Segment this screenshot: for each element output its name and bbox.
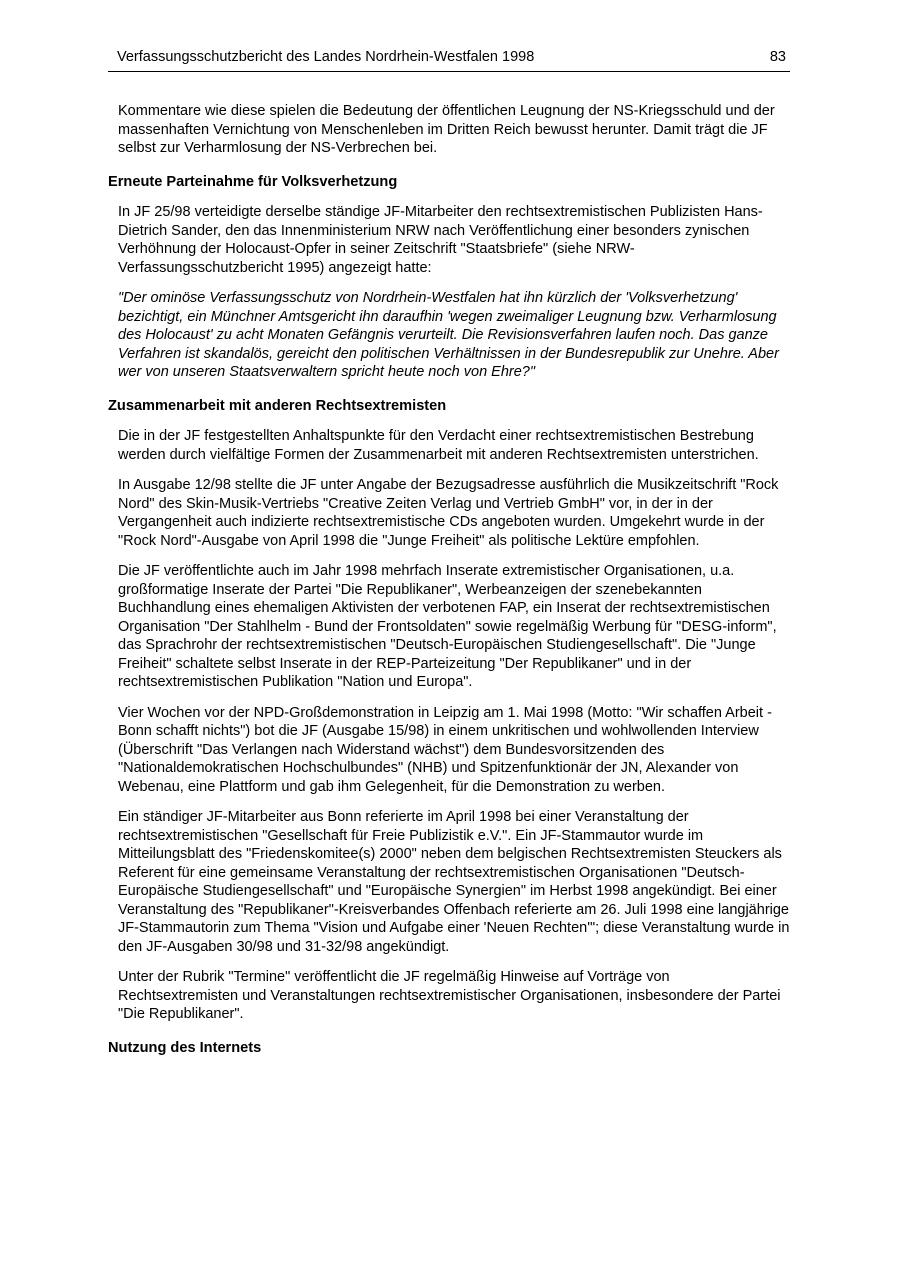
page-number: 83	[769, 49, 786, 65]
paragraph-anhaltspunkte: Die in der JF festgestellten Anhaltspunkte für den Verdacht einer rechtsextremistischen Bestrebung werden durch vielfältige Formen der Zusammenarbeit mit anderen Rechtsextremisten unterstrichen.	[118, 428, 759, 463]
paragraph-jf-25-98: In JF 25/98 verteidigte derselbe ständige JF-Mitarbeiter den rechtsextremistischen Publizisten Hans-Dietrich Sander, den das Innenministerium NRW nach Veröffentlichung einer besonders zynischen Verhöhnung der Holocaust-Opfer in seiner Zeitschrift "Staatsbriefe" (siehe NRW-Verfassungsschutzbericht 1995) angezeigt hatte:	[118, 204, 763, 276]
paragraph-rock-nord: In Ausgabe 12/98 stellte die JF unter Angabe der Bezugsadresse ausführlich die Musikzeitschrift "Rock Nord" des Skin-Musik-Vertriebs "Creative Zeiten Verlag und Vertrieb GmbH" vor, in der in der Vergangenheit auch indizierte rechtsextremistische CDs angeboten wurden. Umgekehrt wurde in der "Rock Nord"-Ausgabe von April 1998 die "Junge Freiheit" als politische Lektüre empfohlen.	[118, 477, 779, 549]
page-header	[108, 48, 790, 72]
paragraph-ns-kriegsschuld: Kommentare wie diese spielen die Bedeutung der öffentlichen Leugnung der NS-Kriegsschuld und der massenhaften Vernichtung von Menschenleben im Dritten Reich bewusst herunter. Damit trägt die JF selbst zur Verharmlosung der NS-Verbrechen bei.	[118, 103, 775, 156]
paragraph-npd-grossdemonstration: Vier Wochen vor der NPD-Großdemonstration in Leipzig am 1. Mai 1998 (Motto: "Wir schaffen Arbeit - Bonn schafft nichts") bot die JF (Ausgabe 15/98) in einem unkritischen und wohlwollenden Interview (Überschrift "Das Verlangen nach Widerstand wächst") dem Bundesvorsitzenden des "Nationaldemokratischen Hochschulbundes" (NHB) und Spitzenfunktionär der JN, Alexander von Webenau, eine Plattform und gab ihm Gelegenheit, für die Demonstration zu werben.	[118, 704, 772, 795]
quote-sander-zitat: "Der ominöse Verfassungsschutz von Nordrhein-Westfalen hat ihn kürzlich der 'Volksverhetzung' bezichtigt, ein Münchner Amtsgericht ihn daraufhin 'wegen zweimaliger Leugnung bzw. Verharmlosung des Holocaust' zu acht Monaten Gefängnis verurteilt. Die Revisionsverfahren laufen noch. Das ganze Verfahren ist skandalös, gereicht den politischen Verhältnissen in der Bundesrepublik zur Unehre. Aber wer von unseren Staatsverwaltern spricht heute noch von Ehre?"	[118, 290, 779, 380]
paragraph-veranstaltungen: Ein ständiger JF-Mitarbeiter aus Bonn referierte im April 1998 bei einer Veranstaltung der rechtsextremistischen "Gesellschaft für Freie Publizistik e.V.". Ein JF-Stammautor wurde im Mitteilungsblatt des "Friedenskomitee(s) 2000" neben dem belgischen Rechtsextremisten Steuckers als Referent für eine gemeinsame Veranstaltung der rechtsextremistischen Organisationen "Deutsch-Europäische Studiengesellschaft" und "Europäische Synergien" im Herbst 1998 angekündigt. Bei einer Veranstaltung des "Republikaner"-Kreisverbandes Offenbach referierte am 26. Juli 1998 eine langjährige JF-Stammautorin zum Thema "Vision und Aufgabe einer 'Neuen Rechten'"; diese Veranstaltung wurde in den JF-Ausgaben 30/98 und 31-32/98 angekündigt.	[118, 809, 790, 955]
page-content	[108, 72, 792, 1057]
heading-zusammenarbeit-rechtsextremisten: Zusammenarbeit mit anderen Rechtsextremisten	[108, 397, 447, 414]
heading-nutzung-des-internets: Nutzung des Internets	[108, 1039, 262, 1056]
paragraph-inserate: Die JF veröffentlichte auch im Jahr 1998 mehrfach Inserate extremistischer Organisationen, u.a. großformatige Inserate der Partei "Die Republikaner", Werbeanzeigen der szenebekannten Buchhandlung eines ehemaligen Aktivisten der verbotenen FAP, ein Inserat der rechtsextremistischen Organisation "Der Stahlhelm - Bund der Frontsoldaten" sowie regelmäßig Werbung für "DESG-inform", das Sprachrohr der rechtsextremistischen "Deutsch-Europäischen Studiengesellschaft". Die "Junge Freiheit" schaltete selbst Inserate in der REP-Parteizeitung "Der Republikaner" und in der rechtsextremistischen Publikation "Nation und Europa".	[118, 563, 777, 690]
heading-erneute-parteinahme: Erneute Parteinahme für Volksverhetzung	[108, 173, 398, 190]
running-header-title: Verfassungsschutzbericht des Landes Nordrhein-Westfalen 1998	[117, 49, 535, 65]
paragraph-rubrik-termine: Unter der Rubrik "Termine" veröffentlicht die JF regelmäßig Hinweise auf Vorträge von Rechtsextremisten und Veranstaltungen rechtsextremistischer Organisationen, insbesondere der Partei "Die Republikaner".	[118, 969, 781, 1022]
